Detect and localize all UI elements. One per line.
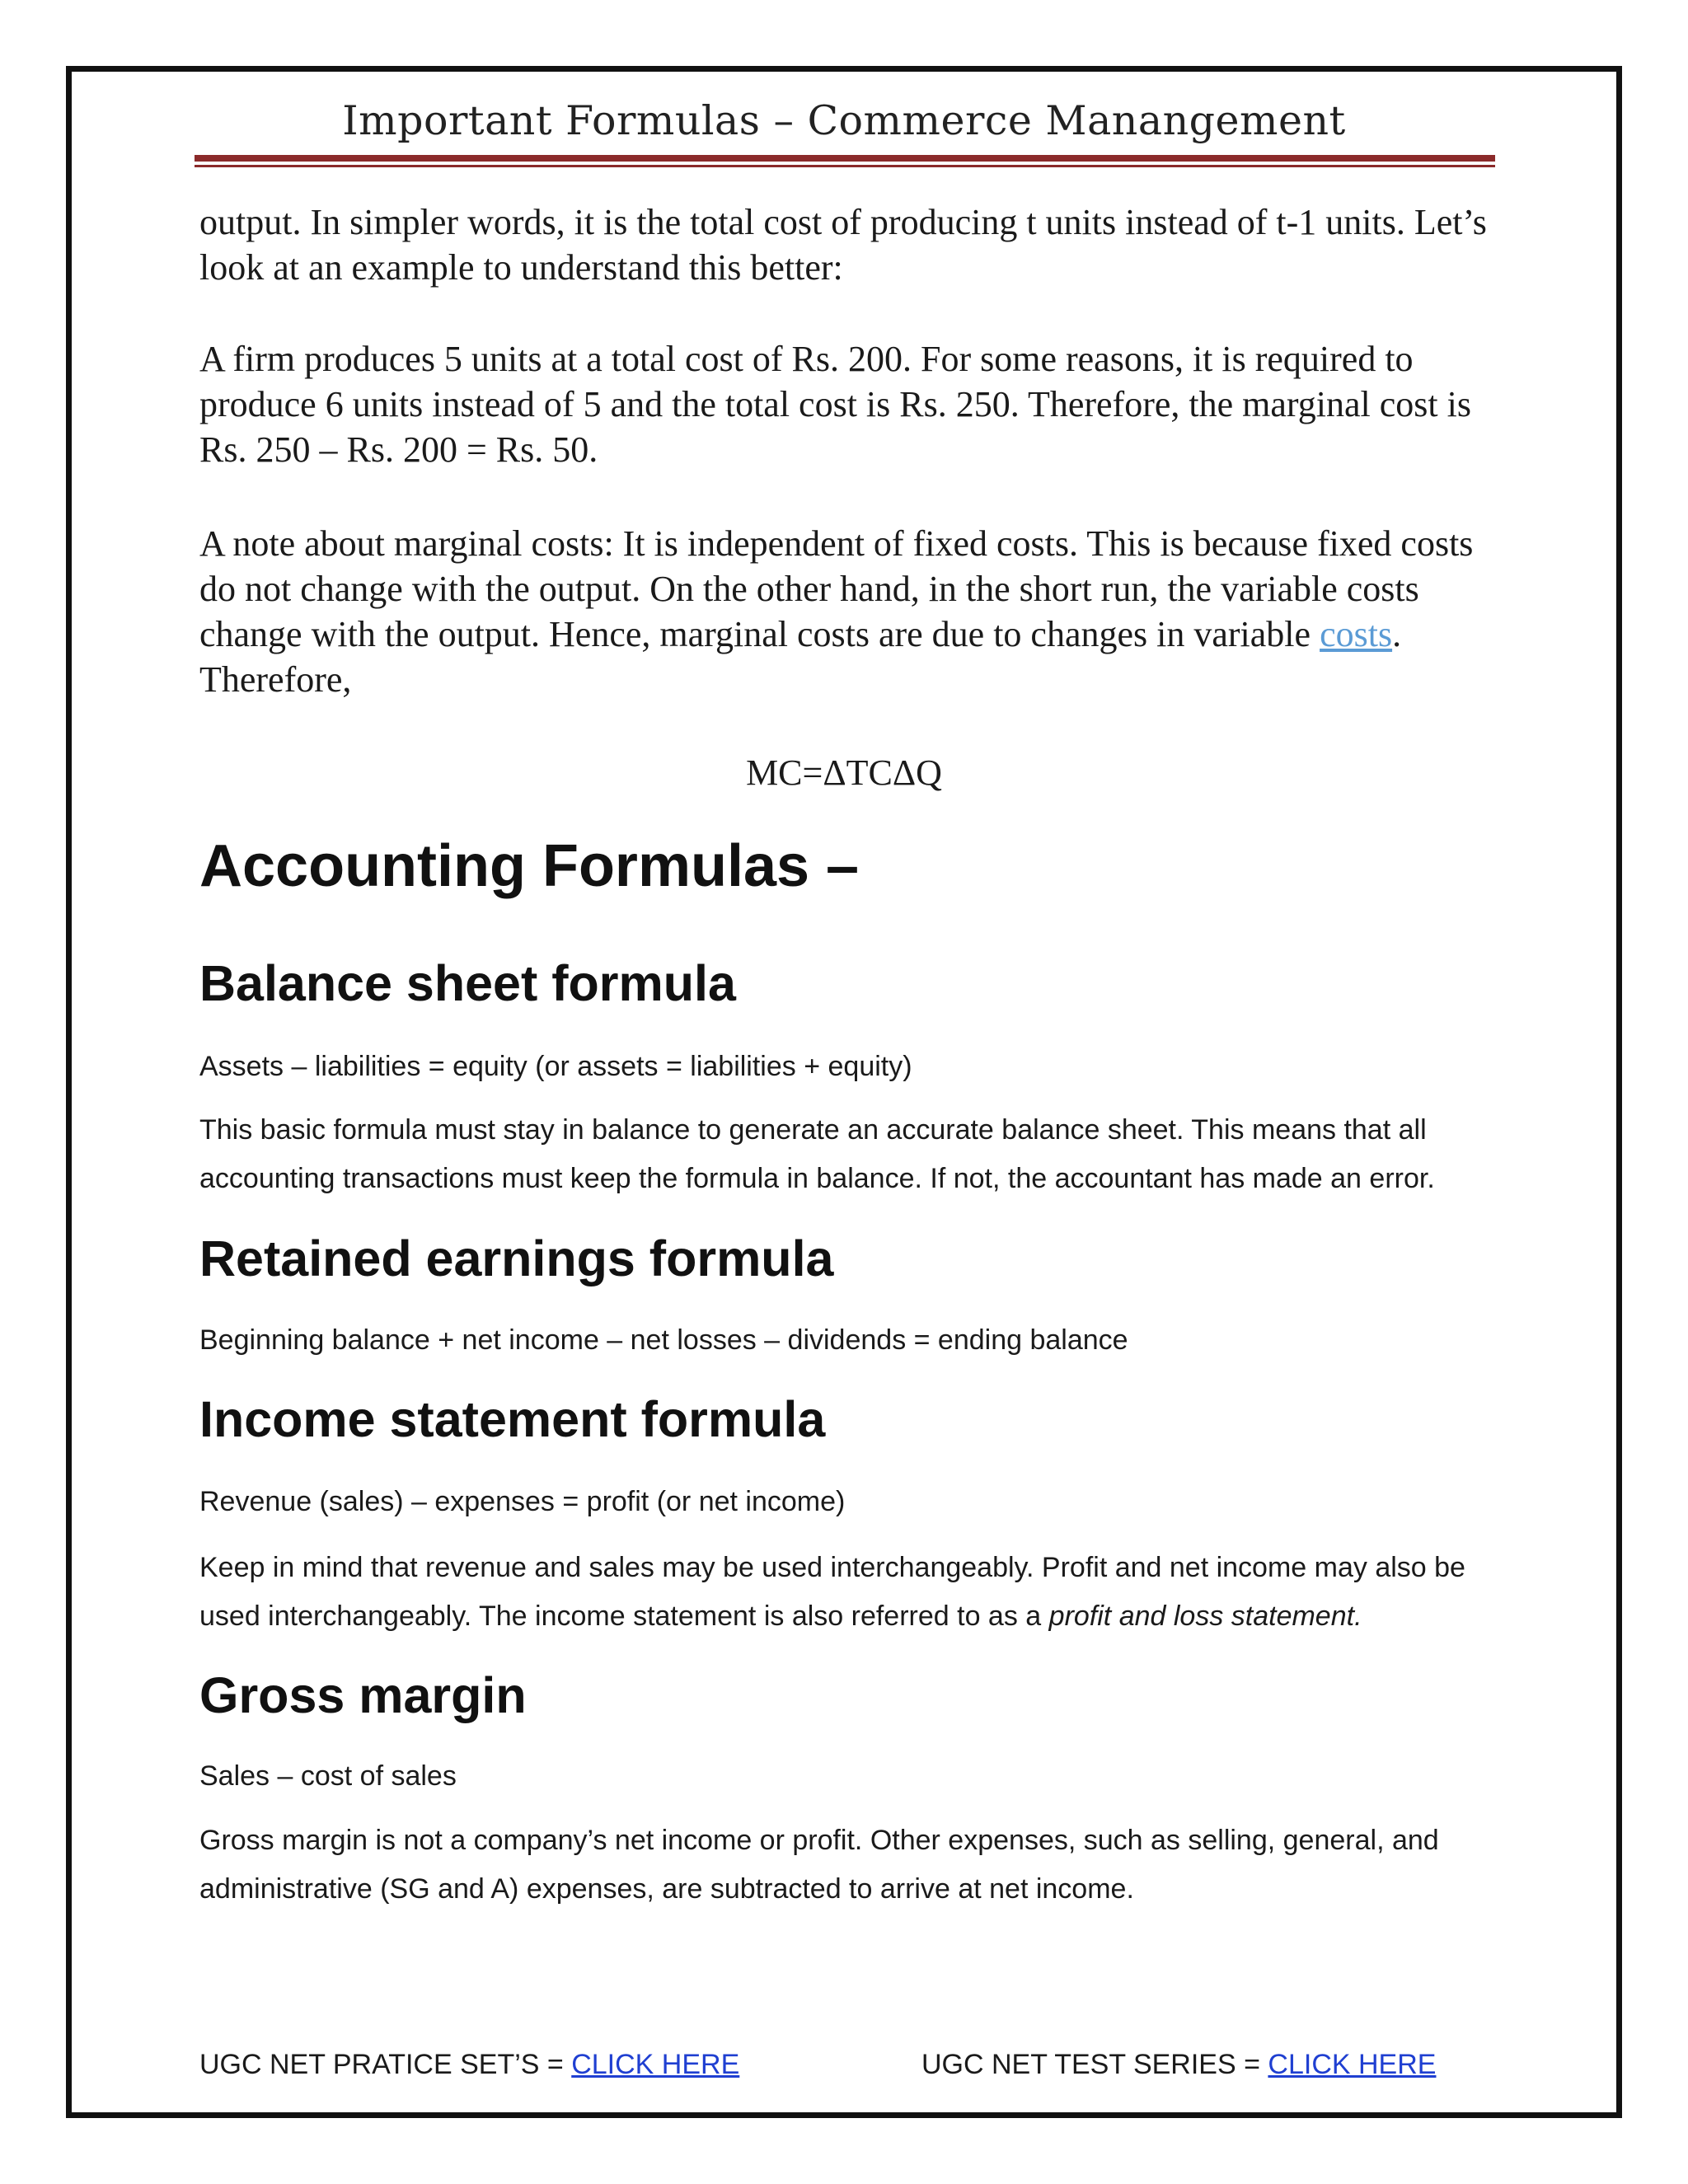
header-rule-thin	[195, 165, 1495, 167]
income-statement-note	[199, 1544, 1518, 1641]
intro-paragraph-3	[199, 521, 1502, 702]
paragraph-3-text: A note about marginal costs: It is independent of fixed costs. This is because fixed costs do not change with the output. On the other hand, in the short run, the variable costs change with the output. Hence, marginal costs are due to changes in variable	[199, 523, 1474, 654]
intro-paragraph-1: output. In simpler words, it is the total cost of producing t units instead of t-1 units. Let’s look at an example to understand this better:	[199, 202, 1487, 288]
gross-margin-heading: Gross margin	[199, 1667, 527, 1723]
balance-sheet-note: This basic formula must stay in balance to generate an accurate balance sheet. This means that all accounting transactions must keep the formula in balance. If not, the accountant has made an error.	[199, 1114, 1435, 1194]
practice-set-label: UGC NET PRATICE SET’S =	[199, 2049, 572, 2080]
income-statement-formula: Revenue (sales) – expenses = profit (or net income)	[199, 1486, 846, 1517]
accounting-formulas-heading: Accounting Formulas –	[199, 833, 860, 899]
balance-sheet-heading: Balance sheet formula	[199, 955, 736, 1011]
footer-test-series	[921, 2049, 1436, 2081]
practice-set-link[interactable]: CLICK HERE	[571, 2049, 740, 2080]
gross-margin-formula: Sales – cost of sales	[199, 1760, 457, 1792]
costs-link[interactable]: costs	[1320, 614, 1393, 654]
marginal-cost-equation: MC=ΔTCΔQ	[746, 752, 942, 793]
footer-practice-set	[199, 2049, 739, 2081]
test-series-label: UGC NET TEST SERIES =	[921, 2049, 1268, 2080]
intro-paragraph-2: A firm produces 5 units at a total cost of Rs. 200. For some reasons, it is required to produce 6 units instead of 5 and the total cost is Rs. 250. Therefore, the marginal cost is Rs. 250 – Rs. 200 = Rs. 50.	[199, 339, 1471, 470]
header-rule	[195, 155, 1495, 162]
gross-margin-note: Gross margin is not a company’s net income or profit. Other expenses, such as selling, general, and administrative (SG and A) expenses, are subtracted to arrive at net income.	[199, 1825, 1439, 1905]
retained-earnings-heading: Retained earnings formula	[199, 1230, 834, 1286]
profit-loss-term: profit and loss statement.	[1048, 1601, 1362, 1632]
page-header-title: Important Formulas – Commerce Manangement	[342, 97, 1346, 144]
balance-sheet-formula: Assets – liabilities = equity (or assets = liabilities + equity)	[199, 1051, 912, 1082]
test-series-link[interactable]: CLICK HERE	[1268, 2049, 1437, 2080]
paragraph-3-tail: . Therefore,	[199, 614, 1402, 700]
income-note-text: Keep in mind that revenue and sales may be used interchangeably. Profit and net income may also be used interchangeably. The income statement is also referred to as a	[199, 1552, 1465, 1632]
income-statement-heading: Income statement formula	[199, 1391, 826, 1447]
retained-earnings-formula: Beginning balance + net income – net losses – dividends = ending balance	[199, 1324, 1128, 1356]
